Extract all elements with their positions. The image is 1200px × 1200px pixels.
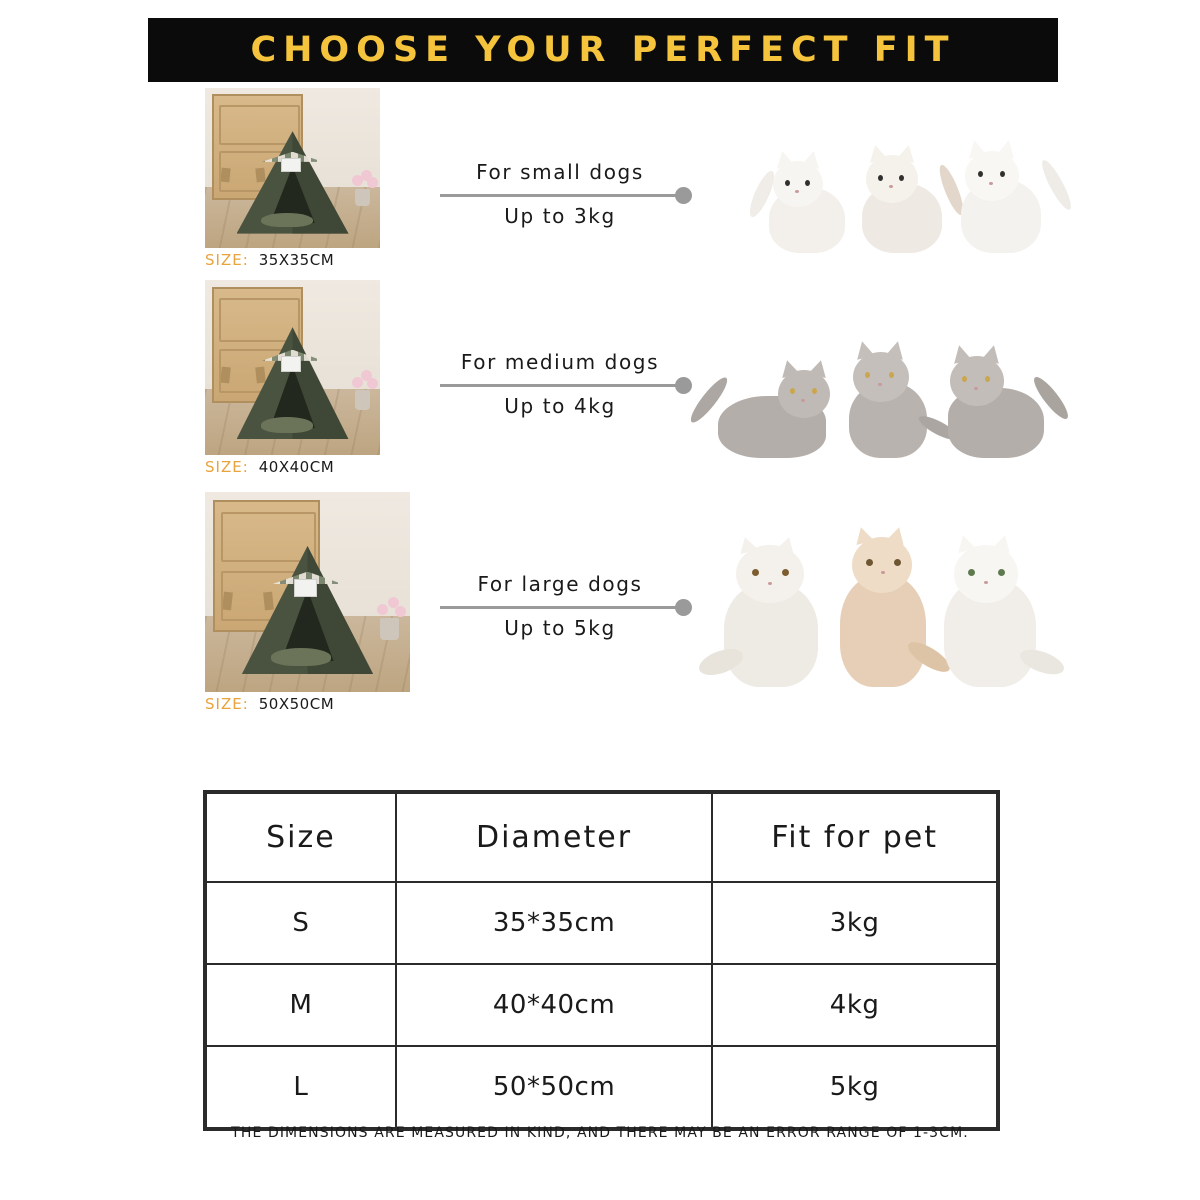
product-photo-small	[205, 88, 380, 248]
size-table	[203, 790, 1000, 1131]
size-caption-value: 40X40CM	[258, 458, 335, 476]
fit-label-medium: For medium dogs	[460, 350, 660, 374]
product-photo-medium	[205, 280, 380, 455]
table-cell-diameter: 50*50cm	[396, 1046, 712, 1128]
rule-dot	[675, 377, 692, 394]
size-caption-key: SIZE:	[205, 695, 249, 713]
footnote-text: THE DIMENSIONS ARE MEASURED IN KIND, AND THERE MAY BE AN ERROR RANGE OF 1-3CM.	[231, 1125, 969, 1141]
table-cell-size: S	[206, 882, 396, 964]
table-header-cell: Diameter	[396, 793, 712, 882]
size-caption-large	[205, 695, 410, 713]
page-title: CHOOSE YOUR PERFECT FIT	[250, 30, 956, 70]
cat-group-large	[710, 522, 1050, 687]
table-header-cell: Size	[206, 793, 396, 882]
size-caption-key: SIZE:	[205, 251, 249, 269]
size-row-small	[0, 88, 1200, 288]
fit-label-large: For large dogs	[477, 572, 643, 596]
rule-bar	[440, 606, 680, 609]
fit-rule-large	[440, 600, 680, 614]
size-row-large	[0, 492, 1200, 732]
fit-label-small: For small dogs	[476, 160, 644, 184]
weight-label-large: Up to 5kg	[504, 616, 616, 640]
weight-label-small: Up to 3kg	[504, 204, 616, 228]
size-caption-value: 35X35CM	[258, 251, 335, 269]
table-header-cell: Fit for pet	[712, 793, 997, 882]
cat-illustration	[755, 145, 860, 253]
cat-illustration	[710, 527, 835, 687]
table-cell-size: L	[206, 1046, 396, 1128]
rule-dot	[675, 599, 692, 616]
header-banner	[148, 18, 1058, 82]
rule-bar	[440, 194, 680, 197]
table-cell-fit: 4kg	[712, 964, 997, 1046]
table-cell-fit: 5kg	[712, 1046, 997, 1128]
product-photo-block-medium	[205, 280, 380, 476]
size-caption-small	[205, 251, 380, 269]
table-cell-size: M	[206, 964, 396, 1046]
fit-rule-small	[440, 188, 680, 202]
table-cell-fit: 3kg	[712, 882, 997, 964]
cat-illustration	[938, 340, 1058, 458]
tent-scene-illustration	[205, 492, 410, 692]
table-cell-diameter: 40*40cm	[396, 964, 712, 1046]
table-cell-diameter: 35*35cm	[396, 882, 712, 964]
cat-illustration	[850, 141, 960, 253]
cat-group-medium	[700, 328, 1055, 458]
fit-text-medium	[440, 350, 680, 418]
product-photo-block-small	[205, 88, 380, 269]
cat-illustration	[700, 348, 840, 458]
size-caption-key: SIZE:	[205, 458, 249, 476]
cat-illustration	[828, 525, 938, 687]
table-row	[206, 964, 997, 1046]
cat-group-small	[755, 133, 1065, 253]
table-header-row	[206, 793, 997, 882]
cat-illustration	[932, 529, 1052, 687]
product-photo-block-large	[205, 492, 410, 713]
tent-scene-illustration	[205, 88, 380, 248]
rule-dot	[675, 187, 692, 204]
size-row-medium	[0, 280, 1200, 485]
fit-text-large	[440, 572, 680, 640]
tent-scene-illustration	[205, 280, 380, 455]
weight-label-medium: Up to 4kg	[504, 394, 616, 418]
table-row	[206, 1046, 997, 1128]
rule-bar	[440, 384, 680, 387]
size-caption-medium	[205, 458, 380, 476]
fit-text-small	[440, 160, 680, 228]
fit-rule-medium	[440, 378, 680, 392]
cat-illustration	[951, 137, 1063, 253]
table-row	[206, 882, 997, 964]
size-caption-value: 50X50CM	[258, 695, 335, 713]
size-table-element	[205, 792, 998, 1129]
product-photo-large	[205, 492, 410, 692]
cat-illustration	[835, 338, 945, 458]
